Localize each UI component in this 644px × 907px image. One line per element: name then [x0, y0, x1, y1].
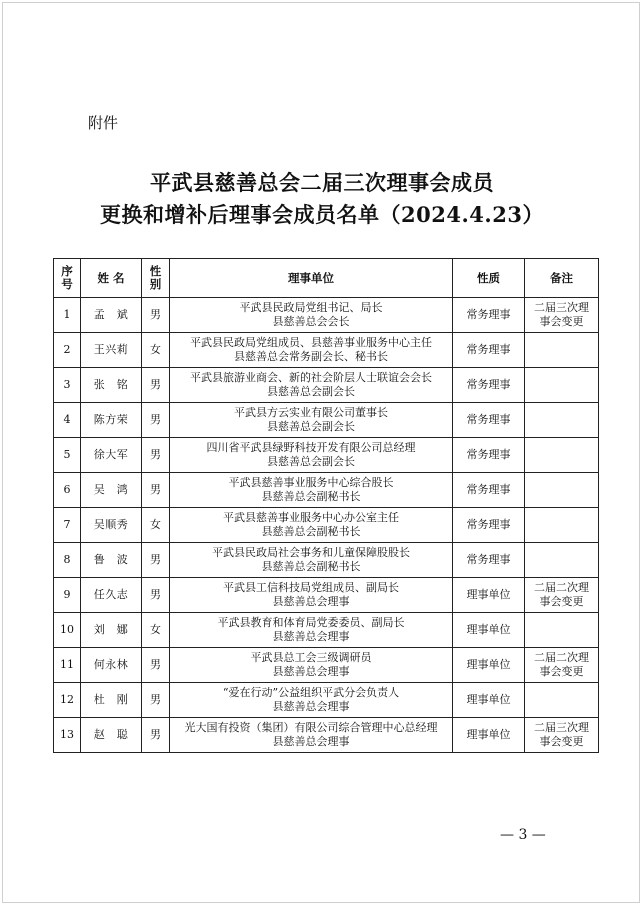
member-nature: 理事单位	[466, 623, 511, 636]
cell-remark	[525, 333, 599, 368]
cell-unit	[170, 578, 453, 613]
cell-unit	[170, 438, 453, 473]
table-row	[54, 333, 599, 368]
cell-name	[81, 368, 142, 403]
table-row	[54, 613, 599, 648]
unit-line-1: 平武县工信科技局党组成员、副局长	[223, 581, 399, 594]
cell-no	[54, 543, 81, 578]
member-gender: 男	[150, 693, 161, 706]
member-gender: 男	[150, 378, 161, 391]
cell-unit	[170, 368, 453, 403]
unit-line-1: 平武县方云实业有限公司董事长	[234, 406, 388, 419]
cell-name	[81, 718, 142, 753]
header-no	[54, 259, 81, 298]
row-number: 10	[60, 623, 74, 636]
cell-no	[54, 438, 81, 473]
member-nature: 理事单位	[466, 693, 511, 706]
member-name: 徐大军	[93, 448, 129, 461]
table-header-row	[54, 259, 599, 298]
member-gender: 女	[150, 518, 161, 531]
cell-name	[81, 438, 142, 473]
cell-nature	[453, 683, 525, 718]
member-nature: 常务理事	[466, 553, 511, 566]
member-gender: 男	[150, 553, 161, 566]
member-name: 吴顺秀	[93, 518, 129, 531]
member-gender: 女	[150, 343, 161, 356]
cell-gender	[142, 613, 170, 648]
cell-unit	[170, 403, 453, 438]
cell-name	[81, 613, 142, 648]
cell-nature	[453, 648, 525, 683]
unit-line-1: 平武县民政局社会事务和儿童保障股股长	[212, 546, 410, 559]
remark-line-2: 事会变更	[539, 665, 584, 678]
cell-unit	[170, 613, 453, 648]
header-name: 姓 名	[81, 259, 142, 298]
remark-line-2: 事会变更	[539, 735, 584, 748]
member-gender: 男	[150, 658, 161, 671]
cell-unit	[170, 473, 453, 508]
cell-remark	[525, 403, 599, 438]
member-gender: 女	[150, 623, 161, 636]
member-gender: 男	[150, 308, 161, 321]
document-title-line-1: 平武县慈善总会二届三次理事会成员	[150, 170, 494, 195]
cell-name	[81, 683, 142, 718]
unit-line-2: 县慈善总会副秘书长	[261, 525, 361, 538]
cell-nature	[453, 298, 525, 333]
attachment-label: 附件	[88, 114, 119, 132]
cell-nature	[453, 578, 525, 613]
row-number: 13	[60, 728, 74, 741]
table-row	[54, 543, 599, 578]
row-number: 6	[63, 483, 71, 496]
cell-remark	[525, 438, 599, 473]
member-table	[53, 258, 599, 753]
unit-line-1: 平武县民政局党组书记、局长	[239, 301, 383, 314]
row-number: 7	[63, 518, 71, 531]
cell-gender	[142, 578, 170, 613]
header-gender	[142, 259, 170, 298]
member-nature: 常务理事	[466, 518, 511, 531]
member-nature: 常务理事	[466, 448, 511, 461]
member-name: 任久志	[93, 588, 129, 601]
cell-name	[81, 543, 142, 578]
unit-line-2: 县慈善总会会长	[272, 315, 350, 328]
remark-line-1: 二届二次理	[534, 651, 589, 664]
cell-remark	[525, 473, 599, 508]
cell-nature	[453, 718, 525, 753]
table-row	[54, 578, 599, 613]
member-gender: 男	[150, 483, 161, 496]
unit-line-2: 县慈善总会理事	[272, 700, 350, 713]
cell-no	[54, 613, 81, 648]
cell-name	[81, 508, 142, 543]
unit-line-2: 县慈善总会理事	[272, 735, 350, 748]
remark-line-1: 二届二次理	[534, 581, 589, 594]
cell-unit	[170, 718, 453, 753]
cell-name	[81, 333, 142, 368]
unit-line-1: 平武县总工会三级调研员	[250, 651, 372, 664]
table-row	[54, 473, 599, 508]
header-remark: 备注	[525, 259, 599, 298]
member-nature: 理事单位	[466, 588, 511, 601]
unit-line-2: 县慈善总会理事	[272, 595, 350, 608]
row-number: 11	[60, 658, 74, 671]
cell-gender	[142, 473, 170, 508]
cell-nature	[453, 333, 525, 368]
cell-remark	[525, 648, 599, 683]
remark-line-2: 事会变更	[539, 595, 584, 608]
cell-remark	[525, 543, 599, 578]
cell-remark	[525, 368, 599, 403]
member-name: 吴 鸿	[93, 483, 129, 496]
cell-nature	[453, 368, 525, 403]
table-row	[54, 438, 599, 473]
cell-no	[54, 403, 81, 438]
row-number: 9	[63, 588, 71, 601]
unit-line-1: 光大国有投资（集团）有限公司综合管理中心总经理	[184, 721, 438, 734]
member-gender: 男	[150, 588, 161, 601]
member-nature: 理事单位	[466, 728, 511, 741]
page-number: — 3 —	[500, 827, 546, 843]
row-number: 4	[63, 413, 71, 426]
unit-line-2: 县慈善总会理事	[272, 665, 350, 678]
member-name: 何永林	[93, 658, 129, 671]
unit-line-1: 平武县旅游业商会、新的社会阶层人士联谊会会长	[190, 371, 432, 384]
cell-nature	[453, 508, 525, 543]
unit-line-1: “爱在行动”公益组织平武分会负责人	[222, 686, 400, 699]
cell-remark	[525, 508, 599, 543]
unit-line-2: 县慈善总会副会长	[267, 385, 355, 398]
row-number: 5	[63, 448, 71, 461]
member-name: 张 铭	[93, 378, 129, 391]
cell-gender	[142, 718, 170, 753]
cell-nature	[453, 613, 525, 648]
cell-nature	[453, 543, 525, 578]
cell-gender	[142, 543, 170, 578]
row-number: 3	[63, 378, 71, 391]
remark-line-1: 二届三次理	[534, 301, 589, 314]
row-number: 1	[63, 308, 71, 321]
member-nature: 常务理事	[466, 308, 511, 321]
cell-name	[81, 298, 142, 333]
unit-line-1: 平武县慈善事业服务中心综合股长	[228, 476, 394, 489]
cell-no	[54, 473, 81, 508]
cell-nature	[453, 403, 525, 438]
cell-no	[54, 298, 81, 333]
table-row	[54, 298, 599, 333]
row-number: 8	[63, 553, 71, 566]
member-name: 陈方荣	[93, 413, 129, 426]
table-row	[54, 403, 599, 438]
unit-line-2: 县慈善总会副会长	[267, 455, 355, 468]
cell-name	[81, 403, 142, 438]
cell-no	[54, 508, 81, 543]
unit-line-2: 县慈善总会副会长	[267, 420, 355, 433]
cell-no	[54, 718, 81, 753]
member-name: 刘 娜	[93, 623, 129, 636]
member-nature: 理事单位	[466, 658, 511, 671]
member-gender: 男	[150, 728, 161, 741]
cell-nature	[453, 438, 525, 473]
table-row	[54, 718, 599, 753]
cell-gender	[142, 508, 170, 543]
cell-no	[54, 683, 81, 718]
cell-gender	[142, 683, 170, 718]
cell-gender	[142, 438, 170, 473]
cell-gender	[142, 403, 170, 438]
document-title-line-2: 更换和增补后理事会成员名单（2024.4.23）	[100, 202, 544, 227]
header-nature: 性质	[453, 259, 525, 298]
cell-remark	[525, 683, 599, 718]
member-name: 鲁 波	[93, 553, 129, 566]
unit-line-1: 平武县民政局党组成员、县慈善事业服务中心主任	[190, 336, 432, 349]
member-nature: 常务理事	[466, 413, 511, 426]
unit-line-1: 四川省平武县绿野科技开发有限公司总经理	[206, 441, 416, 454]
unit-line-1: 平武县慈善事业服务中心办公室主任	[223, 511, 399, 524]
member-name: 孟 斌	[93, 308, 129, 321]
cell-unit	[170, 683, 453, 718]
header-gender-label: 性 别	[149, 264, 162, 291]
cell-gender	[142, 368, 170, 403]
cell-unit	[170, 543, 453, 578]
unit-line-2: 县慈善总会副秘书长	[261, 490, 361, 503]
cell-gender	[142, 298, 170, 333]
unit-line-2: 县慈善总会常务副会长、秘书长	[234, 350, 388, 363]
cell-unit	[170, 333, 453, 368]
member-nature: 常务理事	[466, 483, 511, 496]
table-row	[54, 648, 599, 683]
member-name: 杜 刚	[93, 693, 129, 706]
cell-gender	[142, 648, 170, 683]
cell-nature	[453, 473, 525, 508]
member-gender: 男	[150, 448, 161, 461]
cell-no	[54, 333, 81, 368]
member-gender: 男	[150, 413, 161, 426]
unit-line-2: 县慈善总会理事	[272, 630, 350, 643]
cell-no	[54, 578, 81, 613]
cell-remark	[525, 718, 599, 753]
cell-no	[54, 368, 81, 403]
cell-unit	[170, 508, 453, 543]
cell-name	[81, 473, 142, 508]
cell-unit	[170, 648, 453, 683]
row-number: 12	[60, 693, 74, 706]
member-name: 赵 聪	[93, 728, 129, 741]
table-row	[54, 683, 599, 718]
unit-line-1: 平武县教育和体育局党委委员、副局长	[217, 616, 405, 629]
row-number: 2	[63, 343, 71, 356]
cell-remark	[525, 613, 599, 648]
cell-remark	[525, 298, 599, 333]
header-unit: 理事单位	[170, 259, 453, 298]
member-name: 王兴莉	[93, 343, 129, 356]
unit-line-2: 县慈善总会副秘书长	[261, 560, 361, 573]
cell-no	[54, 648, 81, 683]
table-row	[54, 508, 599, 543]
member-nature: 常务理事	[466, 343, 511, 356]
cell-unit	[170, 298, 453, 333]
header-no-label: 序 号	[61, 264, 73, 291]
cell-remark	[525, 578, 599, 613]
cell-name	[81, 578, 142, 613]
remark-line-2: 事会变更	[539, 315, 584, 328]
table-row	[54, 368, 599, 403]
remark-line-1: 二届三次理	[534, 721, 589, 734]
cell-gender	[142, 333, 170, 368]
cell-name	[81, 648, 142, 683]
member-nature: 常务理事	[466, 378, 511, 391]
